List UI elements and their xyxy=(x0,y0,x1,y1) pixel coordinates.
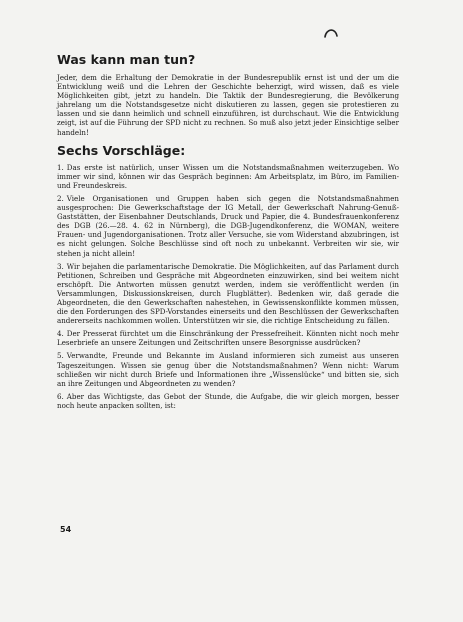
section-heading: Was kann man tun? xyxy=(57,52,196,67)
proposals-heading: Sechs Vorschläge: xyxy=(57,142,186,158)
proposal-item xyxy=(57,392,399,410)
proposal-number: 1. xyxy=(57,162,64,172)
proposal-text: Viele Organisationen und Gruppen haben sich gegen die Notstandsmaßnahmen ausgesprochen: Die Gewerkschaftstage der IG Metall, der Gewerkschaft Nahrung-Genuß-Gaststätten, der Eisenbahner Deutschlands, Druck und Papier, die 4. Bundesfrauenkonferenz des DGB (26.—28. 4. 62 in Nürnberg), die DGB-Jugendkonferenz, die WOMAN, weitere Frauen- und Jugendorganisationen. Trotz aller Versuche, sie vom Widerstand abzubringen, ist es nicht gelungen. Solche Beschlüsse sind oft noch zu unbekannt. Verbreiten wir sie, wir stehen ja nicht allein! xyxy=(57,193,399,258)
proposal-item xyxy=(57,329,399,347)
proposal-item xyxy=(57,194,399,258)
proposal-number: 3. xyxy=(57,261,64,271)
proposal-text: Das erste ist natürlich, unser Wissen um die Notstandsmaßnahmen weiterzugeben. Wo immer wir sind, können wir das Gespräch beginnen: Am Arbeitsplatz, im Büro, im Familien- und Freundeskreis. xyxy=(57,162,399,190)
proposals-list xyxy=(57,163,399,410)
proposal-number: 2. xyxy=(57,193,64,203)
pen-mark xyxy=(323,26,339,38)
proposal-item xyxy=(57,351,399,387)
proposal-text: Verwandte, Freunde und Bekannte im Ausland informieren sich zumeist aus unseren Tageszeitungen. Wissen sie genug über die Notstandsmaßnahmen? Wenn nicht: Warum schließen wir nicht durch Briefe und Informationen ihre „Wissenslücke“ und bitten sie, sich an ihre Zeitungen und Abgeordneten zu wenden? xyxy=(57,351,399,388)
page-number: 54 xyxy=(60,525,72,534)
proposal-item xyxy=(57,262,399,326)
proposal-text: Aber das Wichtigste, das Gebot der Stunde, die Aufgabe, die wir gleich morgen, besser noch heute anpacken sollten, ist: xyxy=(57,391,399,410)
proposal-number: 4. xyxy=(57,329,64,339)
proposal-text: Der Presserat fürchtet um die Einschränkung der Pressefreiheit. Könnten nicht noch mehr Leserbriefe an unsere Zeitungen und Zeitschriften unsere Besorgnisse ausdrücken? xyxy=(57,329,399,348)
proposal-item xyxy=(57,163,399,190)
proposal-number: 5. xyxy=(57,351,64,361)
proposal-text: Wir bejahen die parlamentarische Demokratie. Die Möglichkeiten, auf das Parlament durch Petitionen, Schreiben und Gespräche mit Abgeordneten einzuwirken, sind bei weitem nicht erschöpft. Die Antworten müssen genutzt werden, indem sie veröffentlicht werden (in Versammlungen, Diskussionskreisen, durch Flugblätter). Bedenken wir, daß gerade die Abgeordneten, die den Gewerkschaften nahestehen, in Gewissenskonflikte kommen müssen, die den Forderungen des SPD-Vorstandes einerseits und den Beschlüssen der Gewerkschaften andererseits nachkommen wollen. Unterstützen wir sie, die richtige Entscheidung zu fällen. xyxy=(57,261,399,326)
proposal-number: 6. xyxy=(57,391,64,401)
page-content xyxy=(57,52,399,414)
intro-paragraph: Jeder, dem die Erhaltung der Demokratie in der Bundesrepublik ernst ist und der um die Entwicklung weiß und die Lehren der Geschichte beherzigt, wird wissen, daß es viele Möglichkeiten gibt, jetzt zu handeln. Die Taktik der Bundesregierung, die Bevölkerung jahrelang um die Notstandsgesetze nicht diskutieren zu lassen, gegen sie protestieren zu lassen und sie dann heimlich und schnell einzuführen, ist durchschaut. Wie die Entwicklung zeigt, ist auf die Führung der SPD nicht zu rechnen. So muß also jetzt jeder Einsichtige selber handeln! xyxy=(57,73,399,137)
